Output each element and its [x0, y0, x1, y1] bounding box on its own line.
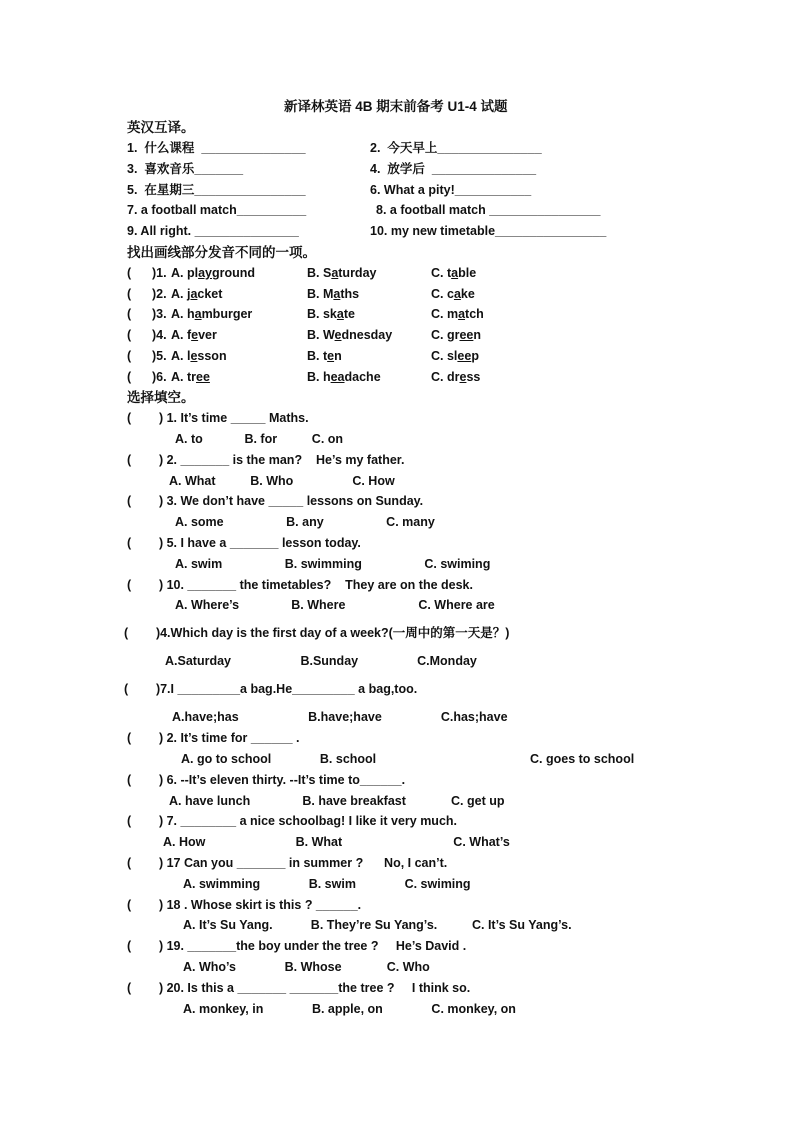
option-b	[307, 287, 359, 302]
option-c	[431, 307, 484, 322]
word-fragment: cket	[197, 287, 223, 301]
word-fragment: A. h	[171, 307, 195, 321]
answer-options: A. have lunch B. have breakfast C. get up	[169, 794, 505, 808]
word-fragment: B. W	[307, 328, 335, 342]
question-number	[127, 349, 170, 364]
section-heading-pronunciation: 找出画线部分发音不同的一项。	[127, 245, 316, 260]
option-a	[171, 287, 222, 302]
question-number	[127, 370, 170, 385]
underlined-sound: e	[459, 370, 467, 384]
question-number	[127, 307, 170, 322]
question-stem: ( ) 20. Is this a _______ _______the tree ? I think so.	[127, 981, 471, 995]
translation-item: 9. All right. _______________	[127, 224, 299, 238]
answer-options: A. swimming B. swim C. swiming	[183, 877, 471, 891]
option-c	[431, 328, 481, 343]
translation-item: 3. 喜欢音乐_______	[127, 162, 244, 176]
answer-options: A. monkey, in B. apple, on C. monkey, on	[183, 1002, 516, 1016]
word-fragment: ( )6.	[127, 370, 171, 384]
word-fragment: B. h	[307, 370, 331, 384]
question-stem: ( ) 7. ________ a nice schoolbag! I like it very much.	[127, 814, 457, 828]
question-stem: ( ) 5. I have a _______ lesson today.	[127, 536, 361, 550]
underlined-sound: e	[334, 328, 342, 342]
option-a	[171, 349, 227, 364]
word-fragment: B. S	[307, 266, 332, 280]
word-fragment: ( )3.	[127, 307, 171, 321]
option-a	[171, 266, 255, 281]
question-stem: ( ) 6. --It’s eleven thirty. --It’s time to______.	[127, 773, 406, 787]
word-fragment: ths	[340, 287, 360, 301]
word-fragment: ( )2.	[127, 287, 171, 301]
answer-options: A. It’s Su Yang. B. They’re Su Yang’s. C. It’s Su Yang’s.	[183, 918, 572, 932]
answer-options: A. swim B. swimming C. swiming	[175, 557, 491, 571]
word-fragment: C. c	[431, 287, 454, 301]
answer-option-c: C. goes to school	[530, 752, 635, 766]
question-stem: ( ) 2. It’s time for ______ .	[127, 731, 300, 745]
answer-options: A. How B. What C. What’s	[163, 835, 510, 849]
word-fragment: B. sk	[307, 307, 337, 321]
option-c	[431, 349, 479, 364]
word-fragment: C. gr	[431, 328, 460, 342]
option-c	[431, 370, 480, 385]
option-b	[307, 328, 392, 343]
word-fragment: n	[334, 349, 342, 363]
word-fragment: A. l	[171, 349, 191, 363]
option-b	[307, 349, 342, 364]
option-b	[307, 370, 381, 385]
word-fragment: C. m	[431, 307, 459, 321]
question-stem: ( ) 19. _______the boy under the tree ? He’s David .	[127, 939, 467, 953]
option-a	[171, 370, 210, 385]
translation-item: 10. my new timetable________________	[370, 224, 607, 238]
underlined-sound: a	[333, 287, 341, 301]
answer-options: A. Who’s B. Whose C. Who	[183, 960, 430, 974]
question-number	[127, 266, 170, 281]
word-fragment: A. f	[171, 328, 192, 342]
word-fragment: sson	[197, 349, 227, 363]
answer-options: A. to B. for C. on	[175, 432, 344, 446]
question-number	[127, 287, 170, 302]
word-fragment: n	[473, 328, 482, 342]
translation-item: 2. 今天早上_______________	[370, 141, 542, 155]
word-fragment: ( )1.	[127, 266, 171, 280]
word-fragment: ble	[458, 266, 477, 280]
translation-item: 6. What a pity!___________	[370, 183, 532, 197]
question-stem: ( ) 1. It’s time _____ Maths.	[127, 411, 309, 425]
question-stem: ( ) 18 . Whose skirt is this ? ______.	[127, 898, 362, 912]
underlined-sound: a	[451, 266, 459, 280]
word-fragment: ss	[466, 370, 481, 384]
translation-item: 7. a football match__________	[127, 203, 307, 217]
underlined-sound: e	[327, 349, 335, 363]
question-number	[127, 328, 170, 343]
word-fragment: C. t	[431, 266, 452, 280]
translation-item: 1. 什么课程 _______________	[127, 141, 306, 155]
word-fragment: dache	[344, 370, 381, 384]
word-fragment: B. M	[307, 287, 334, 301]
underlined-sound: ea	[330, 370, 345, 384]
word-fragment: dnesday	[341, 328, 393, 342]
translation-item: 5. 在星期三________________	[127, 183, 306, 197]
underlined-sound: a	[453, 287, 461, 301]
page-title: 新译林英语 4B 期末前备考 U1-4 试题	[284, 99, 508, 114]
answer-options: A. What B. Who C. How	[169, 474, 395, 488]
word-fragment: ground	[212, 266, 256, 280]
word-fragment: A. j	[171, 287, 191, 301]
word-fragment: ke	[460, 287, 475, 301]
translation-item: 4. 放学后 _______________	[370, 162, 537, 176]
word-fragment: C. dr	[431, 370, 460, 384]
question-stem: ( ) 10. _______ the timetables? They are on the desk.	[127, 578, 473, 592]
underlined-sound: a	[458, 307, 466, 321]
word-fragment: p	[471, 349, 479, 363]
option-c	[431, 287, 475, 302]
word-fragment: turday	[338, 266, 377, 280]
underlined-sound: ee	[459, 328, 474, 342]
underlined-sound: e	[190, 349, 198, 363]
answer-options: A.have;has B.have;have C.has;have	[172, 710, 508, 724]
underlined-sound: e	[191, 328, 199, 342]
word-fragment: ver	[198, 328, 217, 342]
option-b	[307, 307, 355, 322]
word-fragment: tch	[465, 307, 484, 321]
question-stem: ( ) 2. _______ is the man? He’s my father.	[127, 453, 405, 467]
word-fragment: C. sl	[431, 349, 458, 363]
question-stem: ( )4.Which day is the first day of a week?(一周中的第一天是？)	[124, 626, 510, 640]
word-fragment: mburger	[201, 307, 253, 321]
section-heading-choice: 选择填空。	[127, 390, 195, 405]
answer-options: A. some B. any C. many	[175, 515, 435, 529]
underlined-sound: ay	[198, 266, 212, 280]
underlined-sound: ee	[457, 349, 472, 363]
word-fragment: ( )4.	[127, 328, 171, 342]
option-a	[171, 328, 217, 343]
option-a	[171, 307, 252, 322]
word-fragment: A. tr	[171, 370, 196, 384]
word-fragment: B. t	[307, 349, 328, 363]
translation-item: 8. a football match ________________	[376, 203, 601, 217]
underlined-sound: a	[194, 307, 202, 321]
answer-options: A. go to school B. school	[181, 752, 377, 766]
word-fragment: te	[343, 307, 355, 321]
word-fragment: A. pl	[171, 266, 199, 280]
underlined-sound: a	[336, 307, 344, 321]
answer-options: A.Saturday B.Sunday C.Monday	[165, 654, 477, 668]
section-heading-translation: 英汉互译。	[127, 120, 195, 135]
underlined-sound: ee	[196, 370, 210, 384]
question-stem: ( ) 17 Can you _______ in summer ? No, I can’t.	[127, 856, 448, 870]
option-c	[431, 266, 476, 281]
option-b	[307, 266, 376, 281]
question-stem: ( )7.I _________a bag.He_________ a bag,too.	[124, 682, 418, 696]
question-stem: ( ) 3. We don’t have _____ lessons on Sunday.	[127, 494, 424, 508]
answer-options: A. Where’s B. Where C. Where are	[175, 598, 495, 612]
word-fragment: ( )5.	[127, 349, 171, 363]
underlined-sound: a	[331, 266, 339, 280]
underlined-sound: a	[190, 287, 198, 301]
